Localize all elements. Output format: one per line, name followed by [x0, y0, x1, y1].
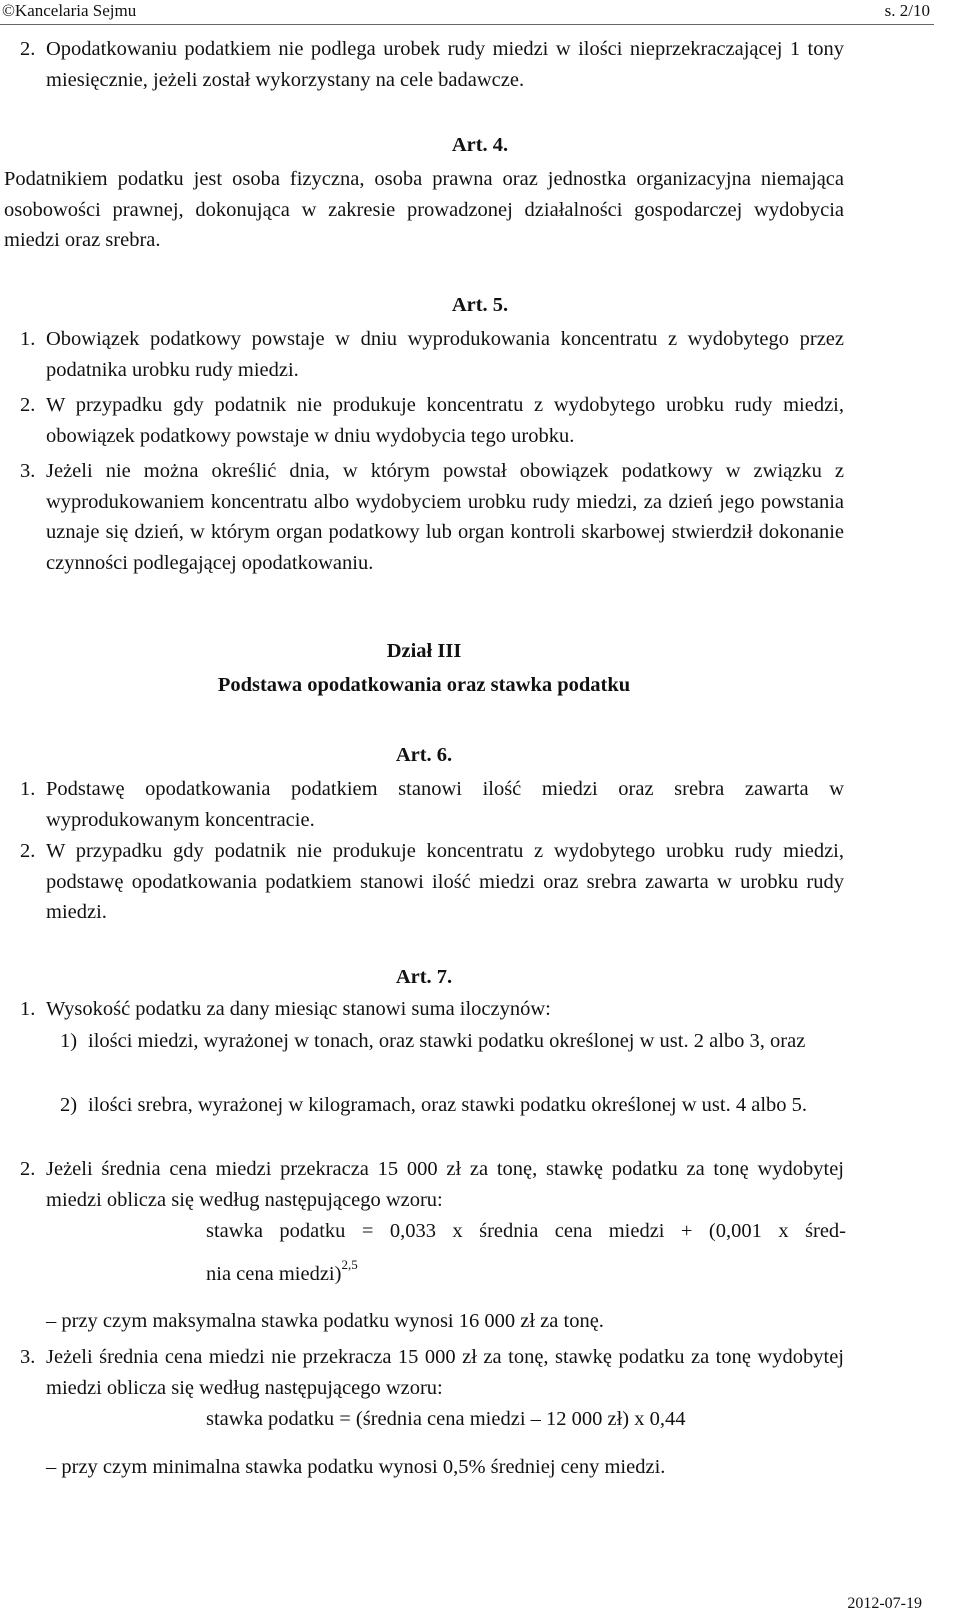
art6-paragraph-1	[20, 774, 844, 835]
header-page-number: s. 2/10	[884, 1, 930, 20]
formula-line-1: stawka podatku = 0,033 x średnia cena miedzi + (0,001 x śred-	[206, 1220, 846, 1242]
art5-paragraph-2	[20, 390, 844, 451]
art7-paragraph-2	[20, 1154, 844, 1215]
art5-paragraph-1	[20, 324, 844, 385]
paragraph-text: Obowiązek podatkowy powstaje w dniu wyprodukowania koncentratu z wydobytego przez podatnika urobku rudy miedzi.	[46, 328, 844, 381]
paragraph-number: 2.	[20, 840, 36, 862]
section-subtitle: Podstawa opodatkowania oraz stawka podatku	[217, 674, 631, 696]
paragraph-text: Jeżeli nie można określić dnia, w którym powstał obowiązek podatkowy w związku z wyprodukowaniem koncentratu albo wydobyciem urobku rudy miedzi, za dzień jego powstania uznaje się dzień, w którym organ podatkowy lub organ kontroli skarbowej stwierdził dokonanie czynności podlegającej opodatkowaniu.	[46, 460, 844, 574]
point-number: 2)	[60, 1094, 78, 1116]
art5-title: Art. 5.	[451, 294, 509, 316]
art7-note-2: – przy czym minimalna stawka podatku wynosi 0,5% średniej ceny miedzi.	[46, 1456, 666, 1478]
formula-2: stawka podatku = (średnia cena miedzi – 12 000 zł) x 0,44	[206, 1408, 686, 1430]
point-text: ilości srebra, wyrażonej w kilogramach, oraz stawki podatku określonej w ust. 4 albo 5.	[88, 1094, 808, 1116]
art4-title: Art. 4.	[451, 134, 509, 156]
paragraph-text: Jeżeli średnia cena miedzi przekracza 15 000 zł za tonę, stawkę podatku za tonę wydobytej miedzi oblicza się według następującego wzoru:	[46, 1158, 844, 1211]
art7-title: Art. 7.	[395, 966, 453, 988]
footer-date: 2012-07-19	[847, 1595, 922, 1612]
art6-paragraph-2	[20, 836, 844, 928]
art4-text	[4, 164, 844, 256]
formula-base: nia cena miedzi)	[206, 1262, 342, 1285]
art5-paragraph-3	[20, 456, 844, 578]
art7-paragraph-1	[20, 994, 844, 1025]
art7-point-1	[60, 1026, 844, 1057]
paragraph-number: 3.	[20, 460, 36, 482]
art7-note-1: – przy czym maksymalna stawka podatku wynosi 16 000 zł za tonę.	[46, 1310, 604, 1332]
paragraph-number: 1.	[20, 328, 36, 350]
paragraph-text: Podstawę opodatkowania podatkiem stanowi ilość miedzi oraz srebra zawarta w wyprodukowanym koncentracie.	[46, 778, 844, 831]
paragraph-text: Podatnikiem podatku jest osoba fizyczna, osoba prawna oraz jednostka organizacyjna niemająca osobowości prawnej, dokonująca w zakresie prowadzonej działalności gospodarczej wydobycia miedzi oraz srebra.	[4, 168, 844, 251]
paragraph-number: 2.	[20, 394, 36, 416]
art7-paragraph-3	[20, 1342, 844, 1403]
paragraph-number: 2.	[20, 38, 36, 60]
section-title: Dział III	[386, 640, 462, 662]
paragraph-number: 1.	[20, 778, 36, 800]
paragraph-text: Wysokość podatku za dany miesiąc stanowi suma iloczynów:	[46, 998, 551, 1020]
formula-line-2	[206, 1256, 846, 1290]
header-source: ©Kancelaria Sejmu	[2, 1, 137, 20]
page-header	[0, 0, 960, 22]
formula-exponent: 2,5	[341, 1256, 358, 1272]
art7-point-2	[60, 1090, 844, 1121]
paragraph-text: W przypadku gdy podatnik nie produkuje koncentratu z wydobytego urobku rudy miedzi, obowiązek podatkowy powstaje w dniu wydobycia tego urobku.	[46, 394, 844, 447]
art6-title: Art. 6.	[395, 744, 453, 766]
paragraph-text: Jeżeli średnia cena miedzi nie przekracza 15 000 zł za tonę, stawkę podatku za tonę wydobytej miedzi oblicza się według następującego wzoru:	[46, 1346, 844, 1399]
paragraph-number: 3.	[20, 1346, 36, 1368]
paragraph-text: Opodatkowaniu podatkiem nie podlega urobek rudy miedzi w ilości nieprzekraczającej 1 tony miesięcznie, jeżeli został wykorzystany na cele badawcze.	[46, 38, 844, 91]
paragraph-text: W przypadku gdy podatnik nie produkuje koncentratu z wydobytego urobku rudy miedzi, podstawę opodatkowania podatkiem stanowi ilość miedzi oraz srebra zawarta w urobku rudy miedzi.	[46, 840, 844, 923]
point-number: 1)	[60, 1030, 78, 1052]
point-text: ilości miedzi, wyrażonej w tonach, oraz stawki podatku określonej w ust. 2 albo 3, oraz	[88, 1030, 806, 1052]
header-rule	[0, 24, 934, 25]
paragraph-number: 1.	[20, 998, 36, 1020]
formula-1	[206, 1216, 846, 1289]
paragraph-number: 2.	[20, 1158, 36, 1180]
art3-paragraph-2	[20, 34, 844, 95]
